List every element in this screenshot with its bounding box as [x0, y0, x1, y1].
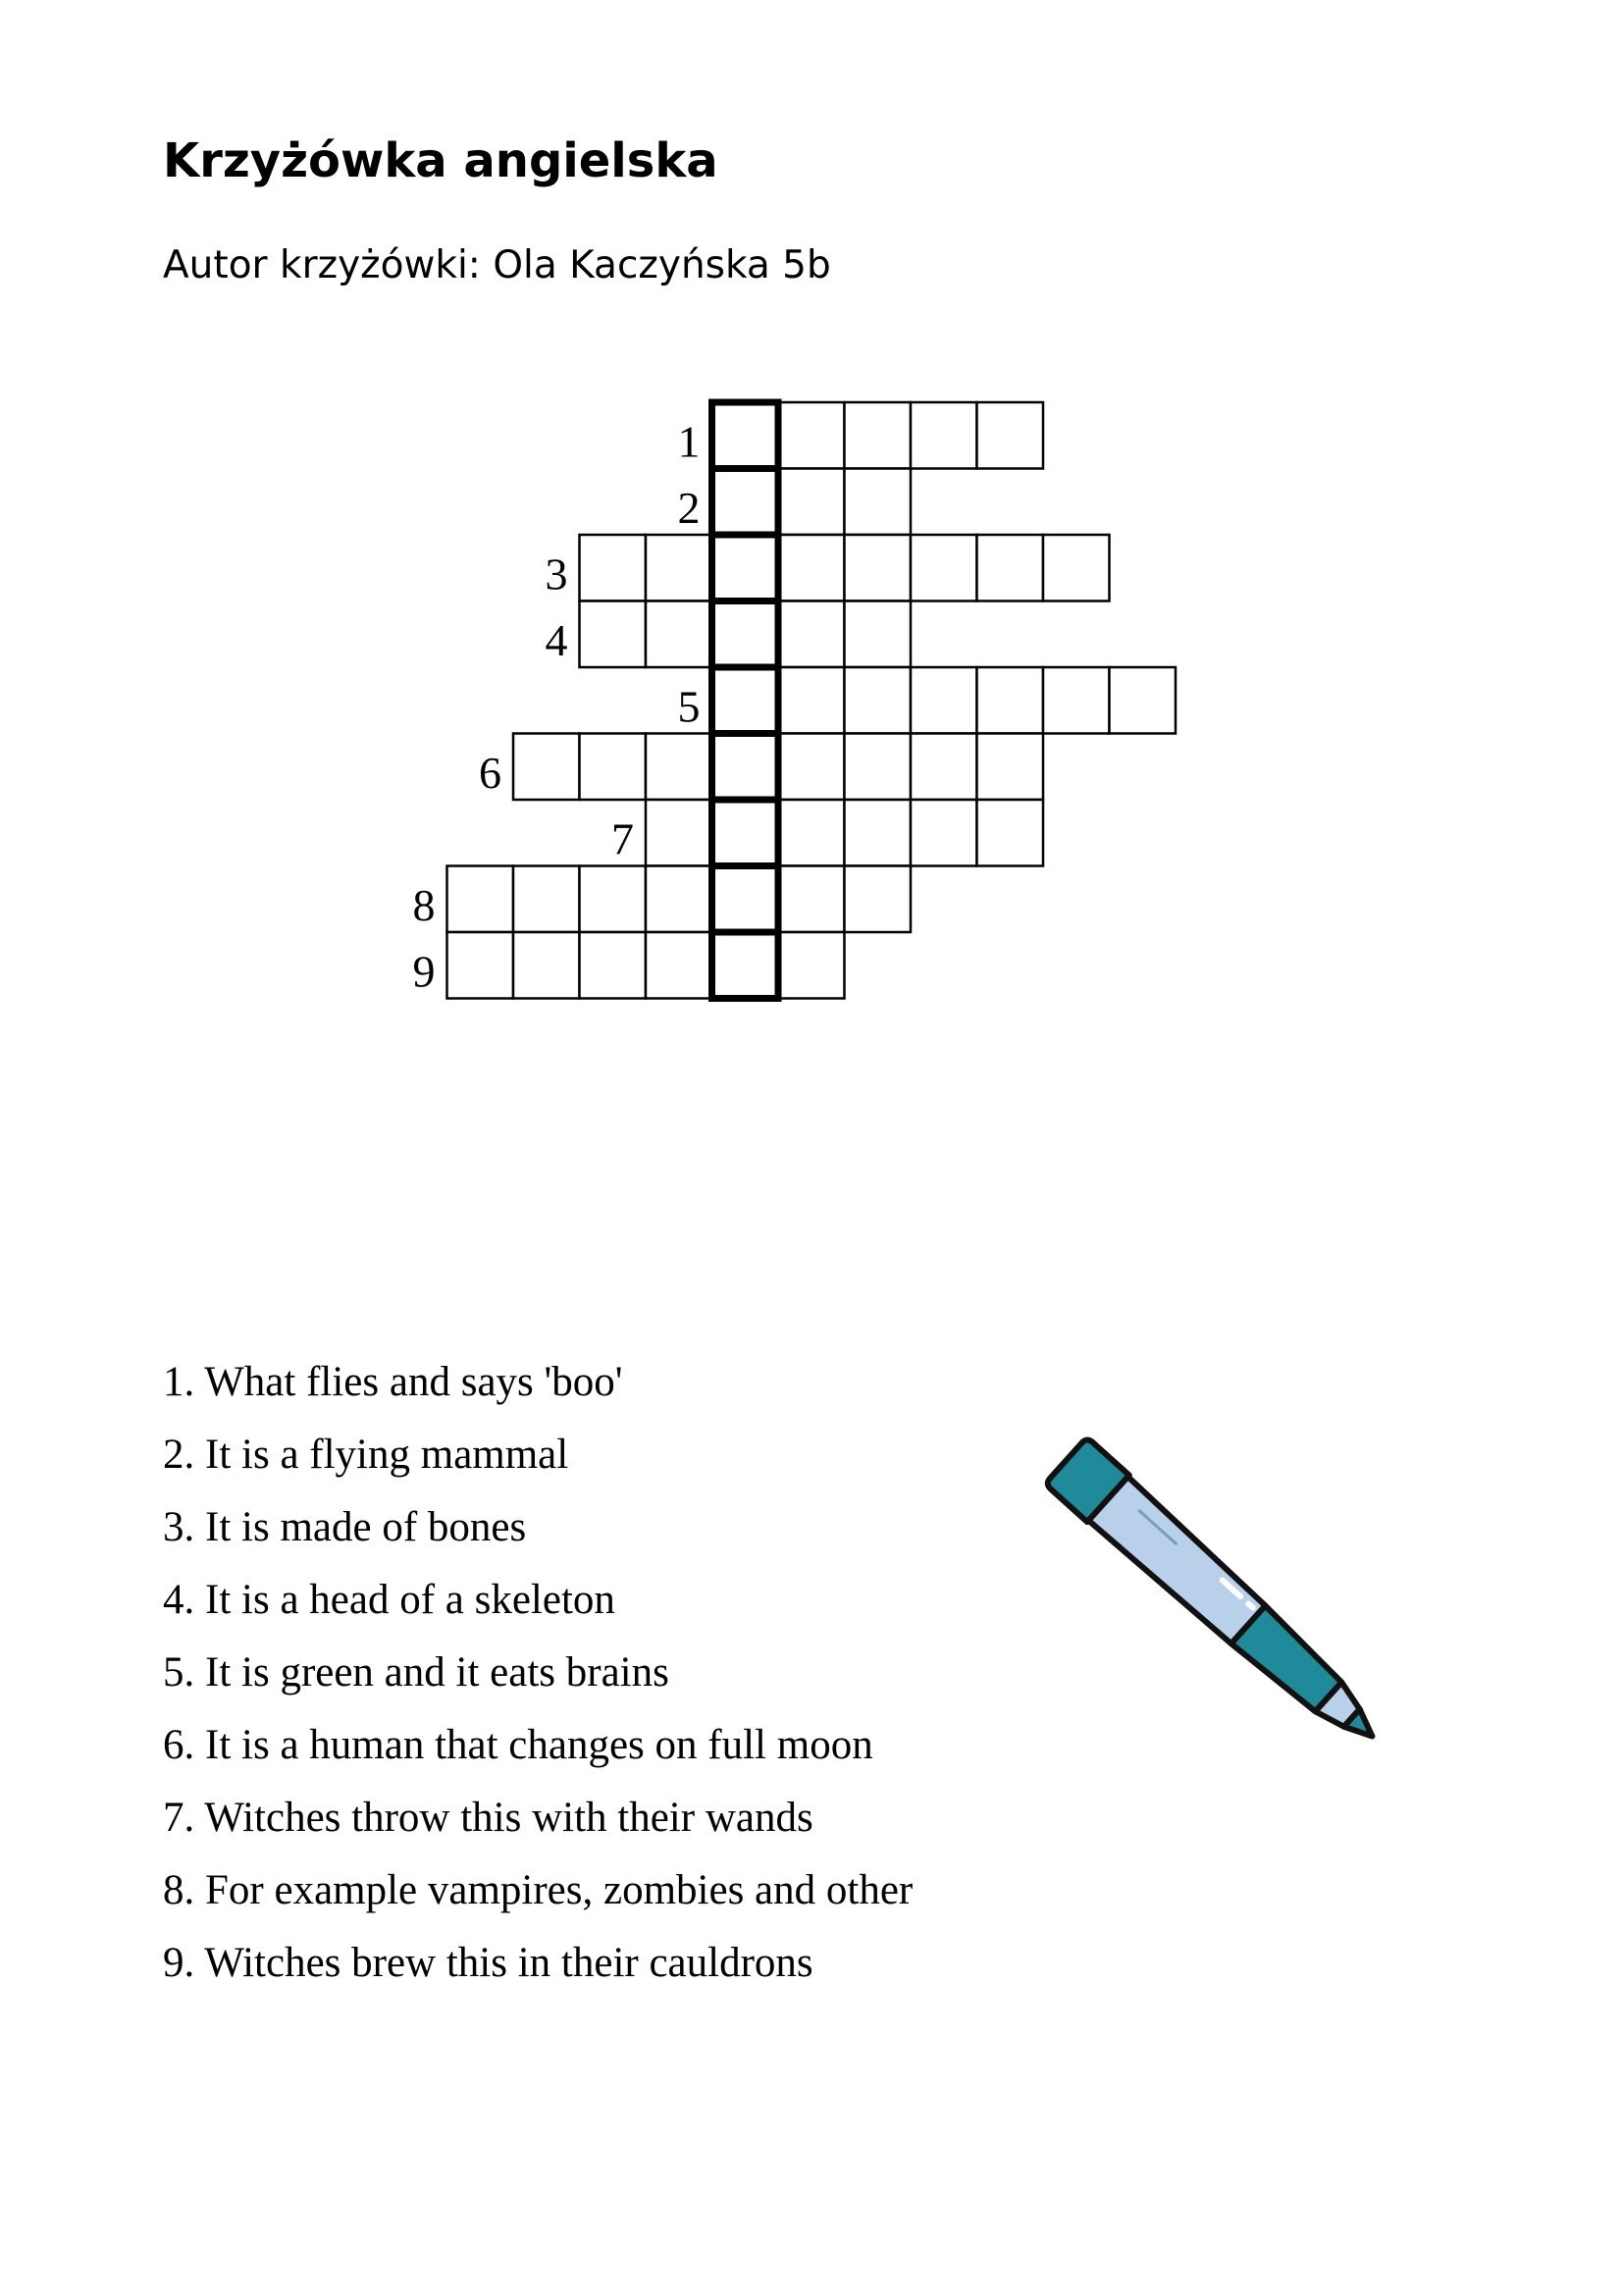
crossword-cell-5-1[interactable]: [712, 667, 779, 734]
crossword-cell-9-6[interactable]: [778, 932, 845, 999]
crossword-cell-8-7[interactable]: [845, 866, 912, 933]
crossword-cell-4-3[interactable]: [712, 601, 779, 668]
row-number-7: 7: [611, 813, 634, 864]
crossword-cell-5-7[interactable]: [1110, 667, 1177, 734]
row-number-5: 5: [677, 681, 701, 732]
crossword-cell-9-2[interactable]: [513, 932, 580, 999]
crossword-cell-3-3[interactable]: [712, 535, 779, 601]
crossword-cell-3-8[interactable]: [1043, 535, 1110, 601]
crossword-cell-6-6[interactable]: [845, 734, 912, 801]
clue-item: 9. Witches brew this in their cauldrons: [163, 1940, 813, 1986]
clue-item: 7. Witches throw this with their wands: [163, 1795, 813, 1841]
clue-item: 4. It is a head of a skeleton: [163, 1577, 615, 1623]
clue-item: 6. It is a human that changes on full moon: [163, 1722, 873, 1768]
crossword-cell-4-1[interactable]: [580, 601, 647, 668]
row-number-1: 1: [677, 416, 701, 467]
crossword-cell-7-6[interactable]: [977, 800, 1044, 866]
crossword-cell-9-1[interactable]: [447, 932, 514, 999]
row-number-3: 3: [545, 548, 568, 600]
crossword-cell-3-1[interactable]: [580, 535, 647, 601]
crossword-cell-4-4[interactable]: [778, 601, 845, 668]
crossword-cell-8-5[interactable]: [712, 866, 779, 933]
crossword-cell-6-5[interactable]: [778, 734, 845, 801]
row-number-9: 9: [412, 946, 436, 997]
crossword-cell-2-3[interactable]: [845, 469, 912, 536]
crossword-cell-4-2[interactable]: [646, 601, 712, 668]
crossword-cell-8-4[interactable]: [646, 866, 712, 933]
crossword-cell-6-7[interactable]: [911, 734, 977, 801]
crossword-cell-1-5[interactable]: [977, 402, 1044, 469]
row-number-4: 4: [545, 615, 568, 665]
crossword-cell-6-8[interactable]: [977, 734, 1044, 801]
row-number-8: 8: [412, 880, 436, 930]
crossword-cell-3-4[interactable]: [778, 535, 845, 601]
clue-item: 5. It is green and it eats brains: [163, 1649, 669, 1696]
crossword-cell-7-5[interactable]: [911, 800, 977, 866]
crossword-cell-7-4[interactable]: [845, 800, 912, 866]
crossword-cell-8-3[interactable]: [580, 866, 647, 933]
crossword-cell-8-6[interactable]: [778, 866, 845, 933]
crossword-cell-6-3[interactable]: [646, 734, 712, 801]
clue-list: [163, 1346, 913, 2000]
crossword-cell-9-4[interactable]: [646, 932, 712, 999]
crossword-cell-2-2[interactable]: [778, 469, 845, 536]
crossword-cell-9-3[interactable]: [580, 932, 647, 999]
clue-item: 3. It is made of bones: [163, 1504, 527, 1550]
row-number-6: 6: [479, 748, 501, 798]
crossword-cell-6-1[interactable]: [513, 734, 580, 801]
crossword-cell-3-2[interactable]: [646, 535, 712, 601]
crossword-cell-1-2[interactable]: [778, 402, 845, 469]
crossword-cell-7-3[interactable]: [778, 800, 845, 866]
pen-icon: [1025, 1428, 1467, 1840]
clue-item: 1. What flies and says 'boo': [163, 1359, 623, 1405]
crossword-cell-8-2[interactable]: [513, 866, 580, 933]
crossword-cell-6-4[interactable]: [712, 734, 779, 801]
crossword-cell-1-4[interactable]: [911, 402, 977, 469]
clue-item: 8. For example vampires, zombies and other: [163, 1867, 914, 1913]
crossword-cell-5-4[interactable]: [911, 667, 977, 734]
crossword-cell-3-7[interactable]: [977, 535, 1044, 601]
row-number-2: 2: [677, 483, 701, 533]
crossword-cell-1-1[interactable]: [712, 402, 779, 469]
crossword-cell-6-2[interactable]: [580, 734, 647, 801]
crossword-cell-7-2[interactable]: [712, 800, 779, 866]
crossword-cell-3-6[interactable]: [911, 535, 977, 601]
crossword-cell-3-5[interactable]: [845, 535, 912, 601]
crossword-cell-7-1[interactable]: [646, 800, 712, 866]
clue-item: 2. It is a flying mammal: [163, 1432, 569, 1478]
crossword-cell-4-5[interactable]: [845, 601, 912, 668]
crossword-cell-1-3[interactable]: [845, 402, 912, 469]
crossword-cell-5-2[interactable]: [778, 667, 845, 734]
crossword-cell-8-1[interactable]: [447, 866, 514, 933]
crossword-cell-2-1[interactable]: [712, 469, 779, 536]
crossword-cell-5-5[interactable]: [977, 667, 1044, 734]
crossword-cell-5-3[interactable]: [845, 667, 912, 734]
author-line: Autor krzyżówki: Ola Kaczyńska 5b: [163, 243, 831, 287]
crossword-cell-9-5[interactable]: [712, 932, 779, 999]
page-title: Krzyżówka angielska: [163, 133, 718, 188]
crossword-cell-5-6[interactable]: [1043, 667, 1110, 734]
